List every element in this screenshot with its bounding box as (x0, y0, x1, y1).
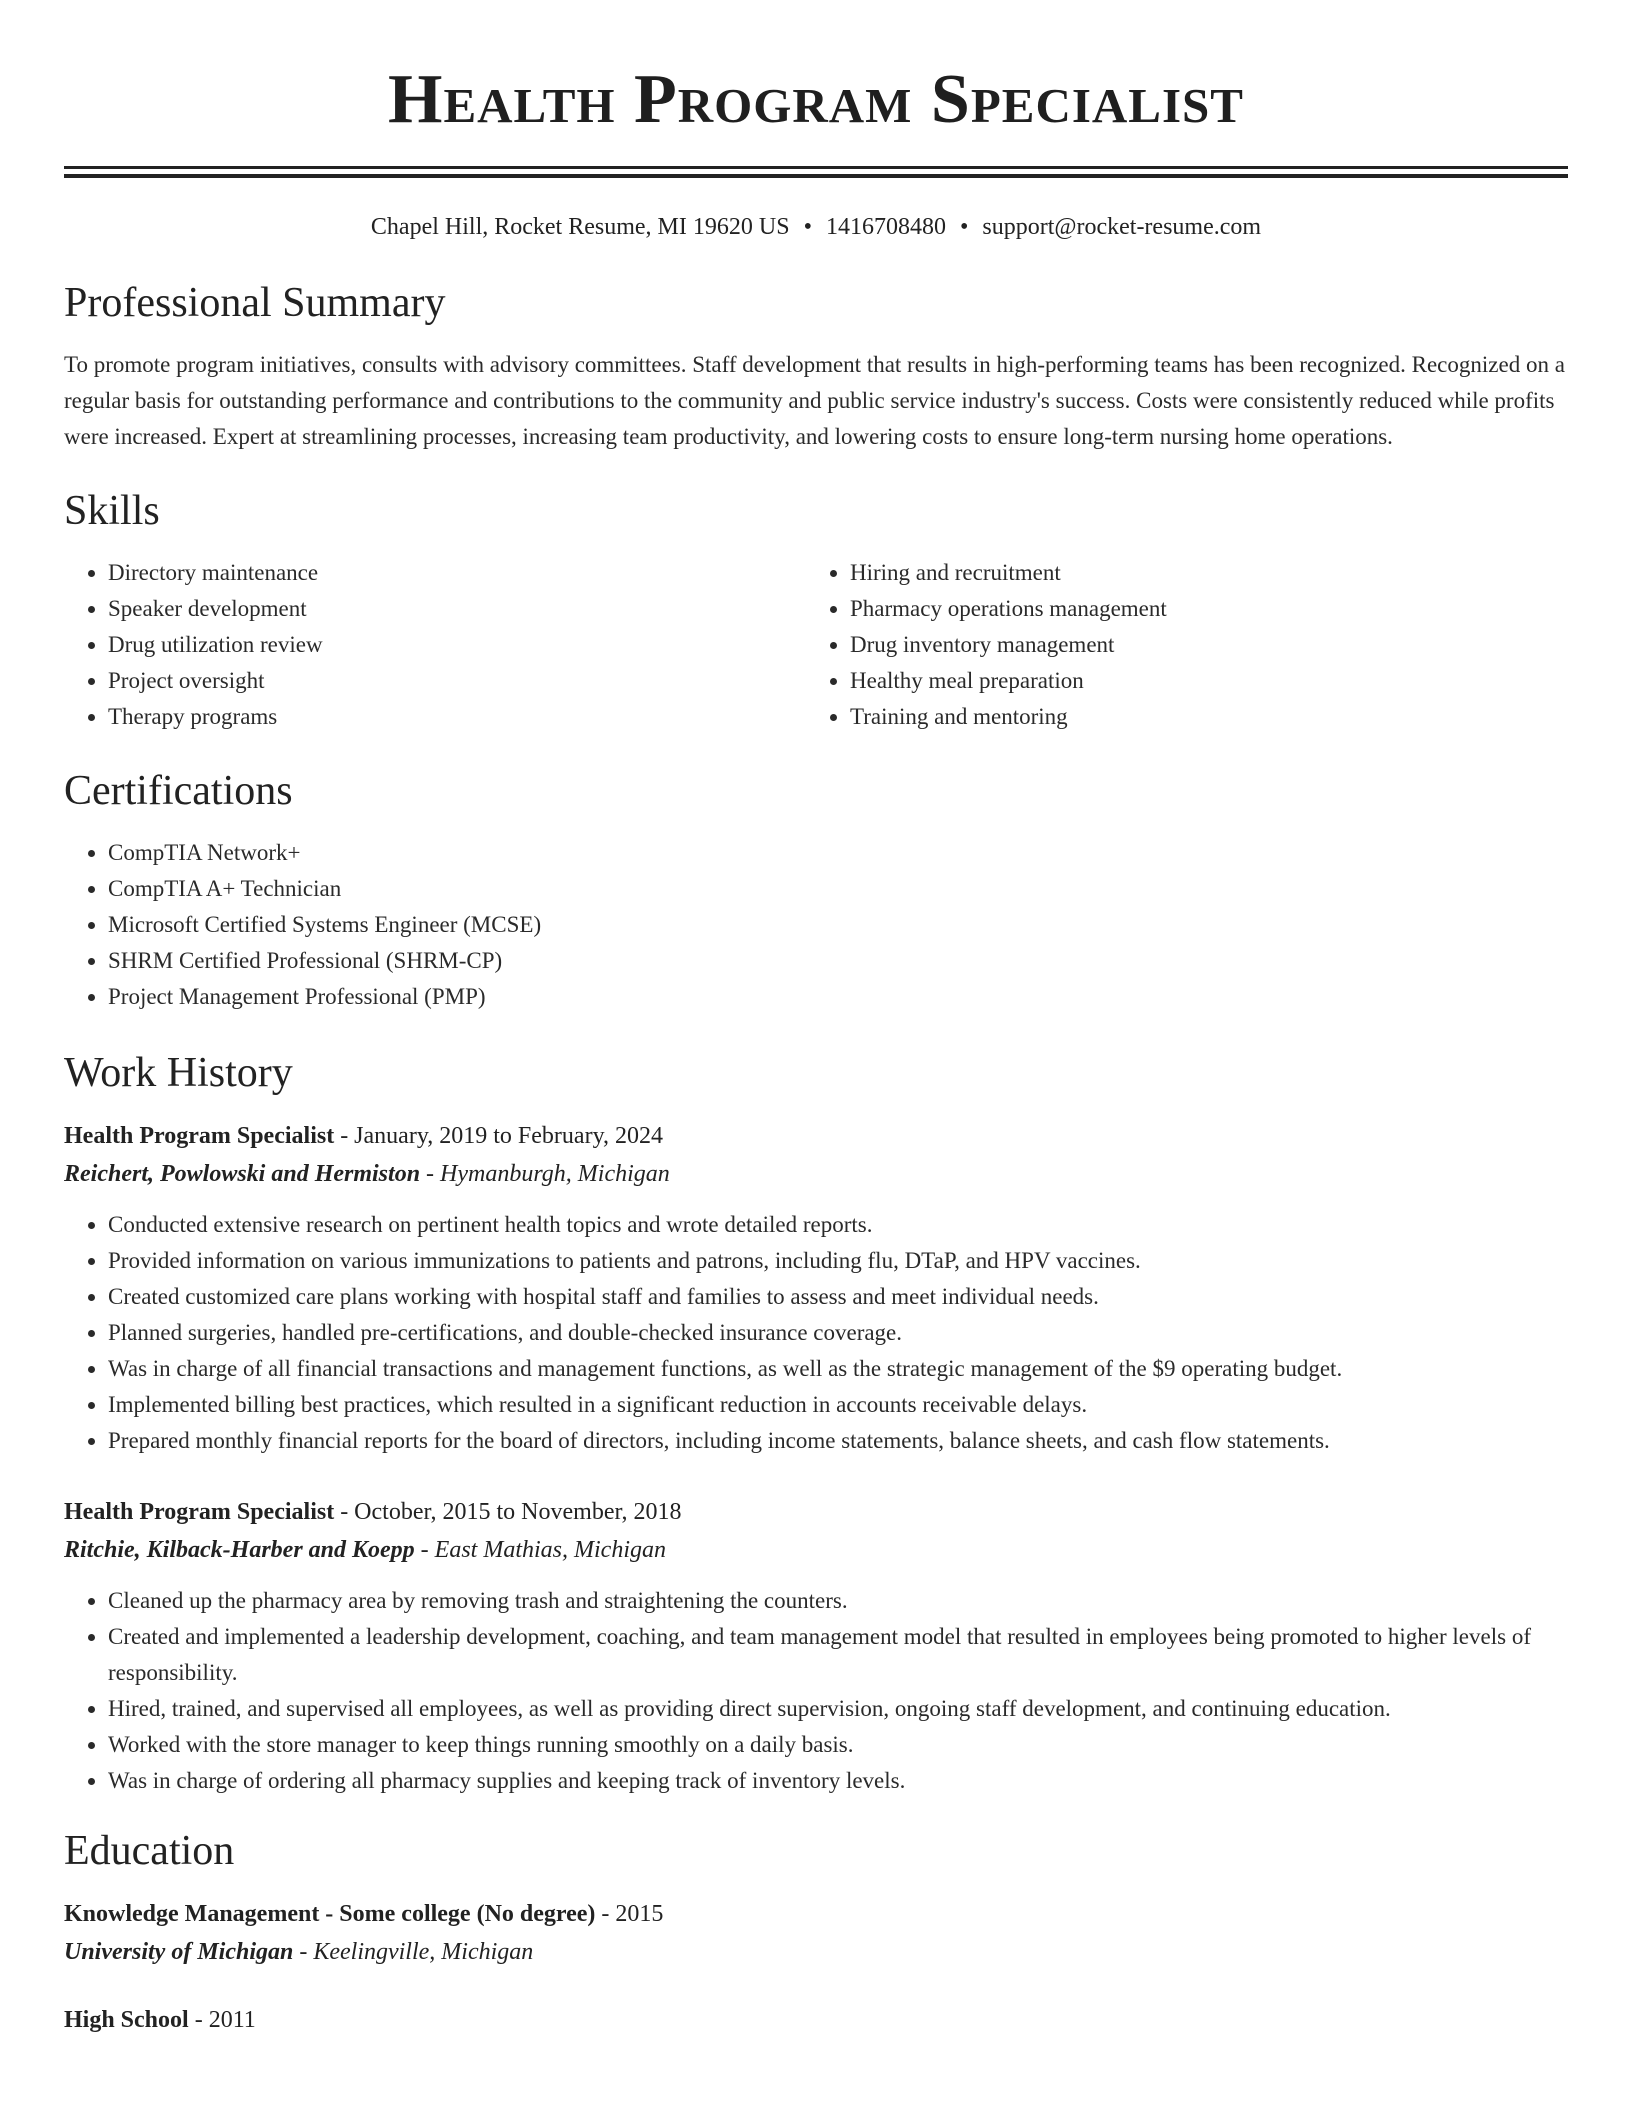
summary-text: To promote program initiatives, consults with advisory committees. Staff development that results in high-performing teams has been recognized. Recognized on a regular basis for outstanding performance and contributions to the community and public service industry's success. Costs were consistently reduced while profits were increased. Expert at streamlining processes, increasing team productivity, and lowering costs to ensure long-term nursing home operations. (64, 352, 1565, 449)
education-entry (64, 1895, 1568, 1971)
contact-address: Chapel Hill, Rocket Resume, MI 19620 US (370, 214, 790, 240)
contact-email: support@rocket-resume.com (982, 214, 1262, 240)
education-degree: High School (64, 2007, 189, 2033)
certifications-list (64, 835, 1568, 1015)
job-location: - Hymanburgh, Michigan (420, 1161, 670, 1187)
certifications-section (64, 765, 1568, 1015)
education-year: - 2015 (595, 1901, 664, 1927)
certification-item: • CompTIA Network+ (108, 835, 1568, 871)
skill-item: • Pharmacy operations management (850, 591, 1548, 627)
job-dates: - October, 2015 to November, 2018 (334, 1499, 682, 1525)
skill-item: • Speaker development (108, 591, 806, 627)
education-year: - 2011 (188, 2007, 256, 2033)
job-bullet: • Conducted extensive research on pertinent health topics and wrote detailed reports. (108, 1207, 1568, 1243)
contact-separator: • (803, 214, 812, 240)
job-location: - East Mathias, Michigan (414, 1537, 666, 1563)
education-degree: Knowledge Management - Some college (No degree) (64, 1901, 596, 1927)
job-entry (64, 1117, 1568, 1459)
skills-column-right (806, 555, 1548, 735)
summary-heading: Professional Summary (64, 280, 446, 326)
title-rule-top (64, 166, 1568, 169)
job-bullets (64, 1583, 1568, 1799)
job-bullets (64, 1207, 1568, 1459)
job-entry (64, 1493, 1568, 1799)
skills-list-left (64, 555, 806, 735)
skill-item: • Hiring and recruitment (850, 555, 1548, 591)
skills-list-right (806, 555, 1548, 735)
certification-item: • Microsoft Certified Systems Engineer (MCSE) (108, 907, 1568, 943)
skill-item: • Healthy meal preparation (850, 663, 1548, 699)
work-history-section (64, 1047, 1568, 1799)
job-company-line (64, 1155, 1568, 1193)
job-company-line (64, 1531, 1568, 1569)
certification-item: • SHRM Certified Professional (SHRM-CP) (108, 943, 1568, 979)
education-degree-line (64, 1895, 1568, 1933)
resume-title: Health Program Specialist (388, 61, 1244, 138)
education-location: - Keelingville, Michigan (293, 1939, 534, 1965)
education-degree-line (64, 2001, 1568, 2039)
job-company: Ritchie, Kilback-Harber and Koepp (64, 1537, 415, 1563)
skill-item: • Project oversight (108, 663, 806, 699)
skills-columns (64, 555, 1568, 735)
job-title-line (64, 1117, 1568, 1155)
certification-item: • Project Management Professional (PMP) (108, 979, 1568, 1015)
contact-separator: • (959, 214, 969, 240)
job-bullet: • Provided information on various immunizations to patients and patrons, including flu, DTaP, and HPV vaccines. (108, 1243, 1568, 1279)
skills-column-left (64, 555, 806, 735)
skill-item: • Therapy programs (108, 699, 806, 735)
contact-phone: 1416708480 (825, 214, 946, 240)
job-title-line (64, 1493, 1568, 1531)
job-bullet: • Planned surgeries, handled pre-certifications, and double-checked insurance coverage. (108, 1315, 1568, 1351)
job-company: Reichert, Powlowski and Hermiston (64, 1161, 421, 1187)
education-heading: Education (64, 1828, 235, 1874)
education-school: University of Michigan (64, 1939, 294, 1965)
job-bullet: • Created and implemented a leadership development, coaching, and team management model that resulted in employees being promoted to higher levels of responsibility. (108, 1619, 1568, 1691)
education-school-line (64, 1933, 1568, 1971)
job-bullet: • Prepared monthly financial reports for the board of directors, including income statements, balance sheets, and cash flow statements. (108, 1423, 1568, 1459)
job-bullet: • Was in charge of all financial transactions and management functions, as well as the strategic management of the $9 operating budget. (108, 1351, 1568, 1387)
title-rule-bottom (64, 174, 1568, 178)
education-section (64, 1825, 1568, 2039)
resume-page (64, 0, 1568, 2039)
skill-item: • Drug utilization review (108, 627, 806, 663)
job-bullet: • Implemented billing best practices, which resulted in a significant reduction in accounts receivable delays. (108, 1387, 1568, 1423)
job-bullet: • Cleaned up the pharmacy area by removing trash and straightening the counters. (108, 1583, 1568, 1619)
job-title: Health Program Specialist (64, 1499, 335, 1525)
job-bullet: • Worked with the store manager to keep things running smoothly on a daily basis. (108, 1727, 1568, 1763)
skills-heading: Skills (64, 488, 160, 534)
skill-item: • Training and mentoring (850, 699, 1548, 735)
skill-item: • Drug inventory management (850, 627, 1548, 663)
job-bullet: • Was in charge of ordering all pharmacy supplies and keeping track of inventory levels. (108, 1763, 1568, 1799)
skill-item: • Directory maintenance (108, 555, 806, 591)
summary-section (64, 277, 1568, 455)
certifications-heading: Certifications (64, 768, 293, 814)
job-bullet: • Created customized care plans working with hospital staff and families to assess and meet individual needs. (108, 1279, 1568, 1315)
work-history-heading: Work History (64, 1050, 293, 1096)
skills-section (64, 485, 1568, 735)
job-bullet: • Hired, trained, and supervised all employees, as well as providing direct supervision, ongoing staff development, and continuing education. (108, 1691, 1568, 1727)
job-dates: - January, 2019 to February, 2024 (334, 1123, 664, 1149)
certification-item: • CompTIA A+ Technician (108, 871, 1568, 907)
contact-line (64, 211, 1568, 243)
job-title: Health Program Specialist (64, 1123, 335, 1149)
education-entry (64, 2001, 1568, 2039)
